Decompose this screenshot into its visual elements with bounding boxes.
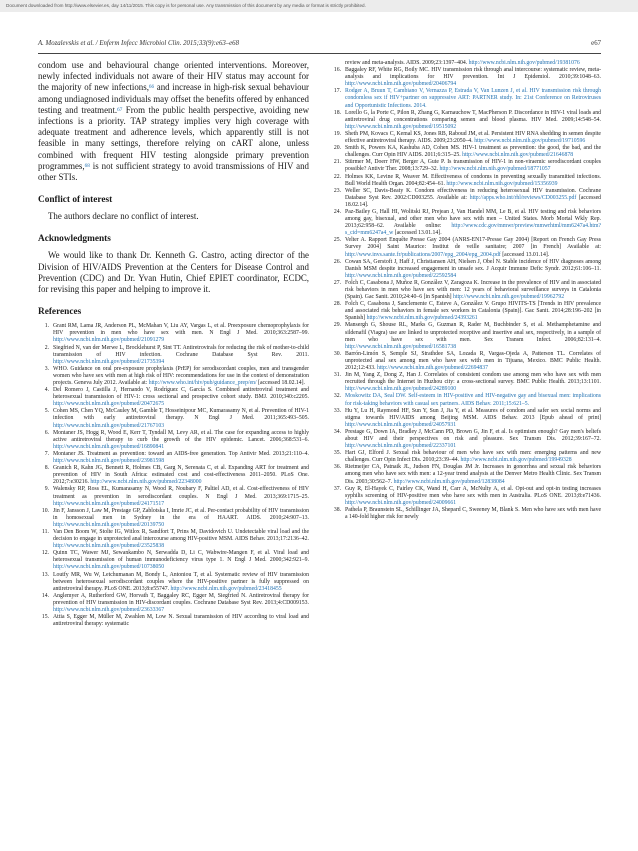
reference-tail: [accessed 18.02.14]. (256, 380, 305, 386)
reference-link[interactable]: http://www.ncbi.nlm.nih.gov/pubmed/24393261 (366, 315, 478, 322)
reference-link[interactable]: http://www.ncbi.nlm.nih.gov/pubmed/20472675 (53, 401, 165, 408)
reference-item (330, 393, 601, 407)
conflict-text: The authors declare no conflict of interest. (48, 211, 199, 222)
reference-number: 24. (333, 208, 341, 215)
running-head (38, 40, 601, 52)
reference-number: 14. (41, 592, 49, 599)
intro-text-2: and increase in high-risk sexual behaviour among undiagnosed individuals may offset the benefits offered by enhanced testing and treatment. (38, 82, 310, 115)
reference-number: 31. (333, 372, 341, 379)
reference-number: 25. (333, 237, 341, 244)
reference-link[interactable]: Moskowitz DA, Seal DW. Self-esteem in HIV-positive and HIV-negative gay and bisexual men: implications for risk-taking behaviors with casual sex partners. AIDS Behav. 2011;15:621–5. (345, 393, 601, 407)
download-notice-bar (0, 0, 638, 12)
reference-link[interactable]: http://www.ncbi.nlm.nih.gov/pubmed/24009661 (345, 499, 457, 506)
reference-text: Montaner JS, Hogg R, Wood E, Kerr T, Tyndall M, Levy AR, et al. The case for expanding access to highly active antiretroviral therapy to curb the growth of the HIV epidemic. Lancet. 2006;368:531–6. (53, 429, 309, 443)
reference-number: 11. (42, 528, 49, 535)
reference-item (330, 429, 601, 450)
reference-item (330, 60, 601, 67)
reference-link[interactable]: http://www.ncbi.nlm.nih.gov/pubmed/22348000 (90, 479, 202, 486)
reference-link[interactable]: http://www.ncbi.nlm.nih.gov/pubmed/19710596 (474, 138, 586, 145)
reference-text: Grant RM, Lama JR, Anderson PL, McMahan V, Liu AY, Vargas L, et al. Preexposure chemoprophylaxis for HIV prevention in men who have sex with men. N Engl J Med. 2010;363:2587–99. (53, 323, 309, 337)
reference-number: 37. (333, 485, 341, 492)
reference-link[interactable]: http://www.ncbi.nlm.nih.gov/pubmed/23525838 (53, 543, 165, 550)
reference-link[interactable]: Rodger A, Bruun T, Cambiano V, Vernazza P, Estrada V, Van Lunzen J, et al. HIV transmission risk through condomless sex if HIV+partner on suppressive ART: PARTNER study. In: 21st Conference on Retroviruses and Opportunistic Infections. 2014. (345, 88, 601, 109)
reference-list-right (330, 60, 601, 521)
reference-text: Baggaley RF, White RG, Boily MC. HIV transmission risk through anal intercourse: systematic review, meta-analysis and implications for HIV prevention. Int J Epidemiol. 2010;39:1048–63. (345, 67, 601, 81)
reference-item (38, 508, 309, 529)
reference-item (330, 464, 601, 485)
reference-number: 5. (44, 408, 49, 415)
reference-text: Holmes KK, Levine R, Weaver M. Effectiveness of condoms in preventing sexually transmitted infections. Bull World Health Organ. 2004;82:454–61. (345, 173, 601, 187)
reference-number: 20. (333, 145, 341, 152)
reference-number: 27. (333, 279, 341, 286)
reference-number: 38. (333, 506, 341, 513)
reference-number: 18. (333, 109, 341, 116)
reference-item (38, 345, 309, 366)
reference-text: Pathela P, Braunstein SL, Schillinger JA, Shepard C, Sweeney M, Blank S. Men who have sex with men have a 140-fold higher risk for newly (345, 506, 601, 520)
reference-text: Hu Y, Lu H, Raymond HF, Sun Y, Sun J, Jia Y, et al. Measures of condom and safer sex social norms and stigma towards HIV/AIDS among Beijing MSM. AIDS Behav. 2013 [Epub ahead of print] (345, 407, 601, 421)
reference-number: 4. (44, 387, 49, 394)
reference-number: 33. (333, 407, 341, 414)
reference-number: 3. (44, 365, 49, 372)
reference-link[interactable]: http://www.who.int/hiv/pub/guidance_prep/en/ (148, 380, 257, 386)
reference-item (330, 237, 601, 258)
reference-text: Barrón-Limón S, Semple SJ, Strathdee SA, Lozada R, Vargas-Ojeda A, Patterson TL. Correlates of unprotected anal sex among men who have sex with men in Tijuana, Mexico. BMC Public Health. 2012;12:433. (345, 350, 601, 372)
reference-text: Velter A. Rapport Enquête Presse Gay 2004 (ANRS-EN17-Presse Gay 2004) [Report on French Gay Press Survey 2004] Saint Maurice: Institut de veille sanitaire; 2007 [in French] Available at: (345, 237, 601, 251)
conflict-heading: Conflict of interest (38, 195, 113, 206)
reference-item (330, 209, 601, 237)
reference-number: 2. (44, 344, 49, 351)
reference-link[interactable]: http://www.ncbi.nlm.nih.gov/pubmed/16581738 (345, 343, 457, 350)
reference-text: Quinn TC, Wawer MJ, Sewankambo N, Serwadda D, Li C, Wabwire-Mangen F, et al. Viral load and heterosexual transmission of human immunodeficiency virus type 1. N Engl J Med. 2000;342:921–9. (53, 550, 309, 564)
reference-text: Mansergh G, Shouse RL, Marks G, Guzman R, Rader M, Buchbinder S, et al. Methamphetamine and sildenafil (Viagra) use are linked to unprotected receptive and insertive anal sex, respectively, in a sample of men who have sex with men. Sex Transm Infect. 2006;82:131–4. (345, 322, 601, 343)
reference-link[interactable]: http://www.ncbi.nlm.nih.gov/pubmed/24289100 (345, 386, 457, 393)
reference-number: 7. (44, 450, 49, 457)
reference-link[interactable]: http://www.ncbi.nlm.nih.gov/pubmed/22337101 (345, 443, 457, 450)
reference-link[interactable]: http://www.ncbi.nlm.nih.gov/pubmed/19381076 (468, 60, 580, 66)
reference-text: Folch C, Casabona J, Muñoz R, González V, Zaragoza K. Increase in the prevalence of HIV and in associated risk behaviors in men who have sex with men: 12 years of behavioral surveillance surveys in Catalonia (Spain). Gac Sanit. 2010;24:40–6 [in Spanish] (345, 279, 601, 301)
right-column (330, 60, 601, 521)
intro-text-3: From the public health perspective, avoiding new infections is a priority. TAP strategy implies very high coverage with adequate treatment and adherence levels, which apparently still is not feasible in many settings, therefore relying on cART alone, unless combined with frequent HIV testing alongside primary prevention programmes, (38, 104, 309, 171)
reference-item (330, 301, 601, 322)
reference-link[interactable]: http://www.ncbi.nlm.nih.gov/pubmed/20139750 (53, 521, 165, 528)
reference-item (330, 174, 601, 188)
reference-number: 26. (333, 258, 341, 265)
intro-text-4: is not sufficient strategy to avoid transmissions of HIV and other STIs. (38, 160, 309, 183)
reference-link[interactable]: http://www.ncbi.nlm.nih.gov/pubmed/24171517 (53, 500, 165, 507)
reference-list-left (38, 323, 309, 628)
reference-text: Del Romero J, Castilla J, Hernando V, Rodríguez C, García S. Combined antiretroviral treatment and heterosexual transmission of HIV-1: cross sectional and prospective cohort study. BMJ. 2010;340:c2205. (53, 387, 309, 401)
reference-number: 21. (333, 159, 341, 166)
page-number: e67 (591, 40, 601, 47)
reference-number: 22. (333, 173, 341, 180)
running-head-citation: A. Mozalevskis et al. / Enferm Infecc Microbiol Clin. 2015;33(9):e63–e68 (38, 40, 239, 47)
reference-link[interactable]: http://www.ncbi.nlm.nih.gov/pubmed/22694837 (376, 365, 489, 372)
reference-text: Jin M, Yang Z, Dong Z, Han J. Correlates of consistent condom use among men who have sex with men recruited through the Internet in Huzhou city: a cross-sectional survey. BMC Public Health. 2013;13:1101. (345, 372, 601, 386)
reference-item (330, 280, 601, 301)
reference-item (38, 572, 309, 593)
reference-link[interactable]: http://www.ncbi.nlm.nih.gov/pubmed/21091279 (53, 337, 165, 344)
reference-link[interactable]: http://www.invs.sante.fr/publications/2007/epg_2004/epg_2004.pdf (345, 251, 501, 258)
reference-link[interactable]: http://www.ncbi.nlm.nih.gov/pubmed/15356939 (446, 180, 558, 187)
reference-item (330, 351, 601, 372)
reference-text: Siegfried N, van der Merwe L, Brocklehurst P, Sint TT. Antiretrovirals for reducing the risk of mother-to-child transmission of HIV infection. Cochrane Database Syst Rev. 2011. (53, 344, 309, 358)
reference-link[interactable]: http://www.ncbi.nlm.nih.gov/pubmed/19949328 (460, 457, 572, 464)
intro-paragraph (38, 60, 309, 183)
reference-link[interactable]: http://www.ncbi.nlm.nih.gov/pubmed/12838084 (393, 478, 505, 485)
citation-ref-66[interactable]: 66 (148, 84, 155, 91)
reference-item (38, 465, 309, 486)
reference-number: 34. (333, 428, 341, 435)
reference-item (38, 486, 309, 507)
reference-number: 15. (41, 614, 49, 621)
acknowledgments-text: We would like to thank Dr. Kenneth G. Castro, acting director of the Division of HIV/AIDS Prevention at the Centers for Disease Control and Prevention (CDC) and Dr. Yvan Hutin, Chief EPIET coordinator, ECDC, for revising this paper and helping to improve it. (38, 250, 309, 295)
reference-item (330, 159, 601, 173)
reference-text: Lorello G, la Porte C, Pilon R, Zhang G, Karnauchow T, MacPherson P. Discordance in HIV-1 viral loads and antiretroviral drug concentrations comparing semen and blood plasma. HIV Med. 2009;14:548–54. (345, 109, 601, 123)
references-heading: References (38, 307, 82, 318)
citation-ref-67[interactable]: 67 (117, 106, 123, 113)
reference-link[interactable]: http://www.ncbi.nlm.nih.gov/pubmed/21767103 (53, 422, 165, 429)
reference-item (38, 593, 309, 614)
reference-text: Guy R, El-Hayek C, Fairley CK, Wand H, Carr A, McNulty A, et al. Opt-out and opt-in testing increases syphilis screening of HIV-positive men who have sex with men in Australia. PLoS ONE. 2013;8:e71436. (345, 485, 601, 499)
reference-link[interactable]: http://www.cdc.gov/mmwr/preview/mmwrhtml/mm6247a4.htm?s_cid=mm6247a4_w (345, 223, 601, 237)
reference-text: Montaner JS. Treatment as prevention: toward an AIDS-free generation. Top Antivir Med. 2013;21:110–4. (53, 450, 309, 457)
reference-tail: [accessed 13.01.14]. (500, 251, 550, 258)
reference-text: Walensky RP, Ross EL, Kumarasamy N, Wood R, Noubary F, Paltiel AD, et al. Cost-effectiveness of HIV treatment as prevention in serodiscordant couples. N Engl J Med. 2013;369:1715–25. (53, 486, 309, 500)
reference-link[interactable]: http://www.ncbi.nlm.nih.gov/pubmed/24057931 (345, 421, 457, 428)
reference-link[interactable]: http://www.ncbi.nlm.nih.gov/pubmed/21735394 (53, 358, 165, 365)
reference-link[interactable]: http://www.ncbi.nlm.nih.gov/pubmed/23981598 (53, 458, 165, 465)
reference-text: WHO. Guidance on oral pre-exposure prophylaxis (PrEP) for serodiscordant couples, men and transgender women who have sex with men at high risk of HIV: recommendations for use in the context of demonstration projects. Geneva July 2012. Available at: (53, 365, 309, 386)
reference-link[interactable]: http://www.ncbi.nlm.nih.gov/pubmed/20406794 (345, 81, 457, 88)
reference-number: 13. (41, 571, 49, 578)
reference-item (330, 408, 601, 429)
download-notice-text: Document downloaded from http://www.elsevier.es, day 14/11/2015. This copy is for personal use. Any transmission of this document by any media or format is strictly prohibited. (6, 3, 366, 8)
reference-link[interactable]: http://www.ncbi.nlm.nih.gov/pubmed/19962792 (452, 294, 565, 301)
reference-text: Rietmeijer CA, Patnaik JL, Judson FN, Douglas JM Jr. Increases in gonorrhea and sexual risk behaviors among men who have sex with men: a 12-year trend analysis at the Denver Metro Health Clinic. Sex Transm Dis. 2003;30:562–7. (345, 464, 601, 485)
reference-text: Cowan SA, Gerstoft J, Haff J, Christiansen AH, Nielsen J, Obel N. Stable incidence of HIV diagnoses among Danish MSM despite increased engagement in unsafe sex. J Acquir Immune Defic Syndr. 2012;61:106–11. (345, 258, 601, 272)
reference-number: 23. (333, 187, 341, 194)
reference-number: 6. (44, 429, 49, 436)
reference-item (330, 110, 601, 131)
reference-link[interactable]: http://www.ncbi.nlm.nih.gov/pubmed/21646878 (462, 152, 574, 159)
reference-text: Smith K, Powers KA, Kashuba AD, Cohen MS. HIV-1 treatment as prevention: the good, the bad, and the challenges. Curr Opin HIV AIDS. 2011;6:315–25. (345, 145, 601, 159)
reference-text: Cohen MS, Chen YQ, McCauley M, Gamble T, Hosseinipour MC, Kumarasamy N, et al. Prevention of HIV-1 infection with early antiretroviral therapy. N Engl J Med. 2011;365:493–505. (53, 408, 309, 422)
reference-text: Granich R, Kahn JG, Bennett R, Holmes CB, Garg N, Serenata C, et al. Expanding ART for treatment and prevention of HIV in South Africa: estimated cost and cost-effectiveness 2011–2050. PLoS One. 2012;7:e30216. (53, 465, 309, 486)
reference-number: 9. (44, 486, 49, 493)
reference-text: Loutfy MR, Wu W, Letchumanan M, Bondy L, Antoniou T, et al. Systematic review of HIV transmission between heterosexual serodiscordant couples where the HIV-positive partner is fully suppressed on antiretroviral therapy. PLoS ONE. 2013;8:e55747. (53, 571, 309, 592)
left-column (38, 60, 309, 628)
reference-item (330, 486, 601, 507)
reference-item (38, 323, 309, 344)
reference-item (330, 372, 601, 393)
reference-link[interactable]: http://www.ncbi.nlm.nih.gov/pubmed/18771057 (439, 166, 551, 173)
reference-link[interactable]: http://www.ncbi.nlm.nih.gov/pubmed/23418455 (170, 585, 282, 592)
reference-number: 1. (44, 323, 49, 330)
reference-number: 19. (333, 130, 341, 137)
citation-ref-68[interactable]: 68 (84, 162, 90, 169)
reference-item (330, 322, 601, 350)
reference-link[interactable]: http://www.ncbi.nlm.nih.gov/pubmed/23633367 (53, 607, 165, 613)
reference-item (330, 450, 601, 464)
reference-item (330, 131, 601, 145)
reference-number: 10. (41, 507, 49, 514)
reference-number: 29. (333, 322, 341, 329)
reference-link[interactable]: http://www.ncbi.nlm.nih.gov/pubmed/10738050 (53, 564, 165, 571)
reference-text: Anglemyer A, Rutherford GW, Horvath T, Baggaley RC, Egger M, Siegfried N. Antiretroviral therapy for prevention of HIV transmission in HIV-discordant couples. Cochrane Database Syst Rev. 2013;4:CD009153. (53, 592, 309, 606)
reference-item (330, 507, 601, 521)
reference-number: 32. (333, 393, 341, 400)
reference-link[interactable]: http://apps.who.int/rhl/reviews/CD003255.pdf (469, 194, 577, 201)
intro-text-1: condom use and behavioural change oriented interventions. Moreover, newly infected individuals not aware of their HIV status may account for the majority of new infections, (38, 60, 309, 93)
reference-number: 35. (333, 450, 341, 457)
reference-number: 12. (41, 550, 49, 557)
reference-link[interactable]: http://www.ncbi.nlm.nih.gov/pubmed/16890841 (53, 443, 165, 450)
acknowledgments-heading: Acknowledgments (38, 234, 111, 245)
reference-item (330, 259, 601, 280)
reference-item (38, 430, 309, 451)
reference-item (38, 550, 309, 571)
reference-item (330, 67, 601, 88)
reference-item (330, 145, 601, 159)
reference-number: 16. (333, 67, 341, 74)
reference-number: 36. (333, 464, 341, 471)
reference-number: 30. (333, 350, 341, 357)
reference-text: Van Den Boom W, Stolte IG, Witlox R, Sandfort T, Prins M, Davidovich U. Undetectable viral load and the decision to engage in unprotected anal intercourse among HIV-positive MSM. AIDS Behav. 2013;17:2136–42. (53, 528, 309, 543)
reference-tail: [accessed 18.02.14]. (345, 194, 601, 208)
reference-number: 8. (44, 465, 49, 472)
reference-text: Sheth PM, Kovacs C, Kemal KS, Jones RB, Raboud JM, et al. Persistent HIV RNA shedding in semen despite effective antiretroviral therapy. AIDS. 2009;23:2050–4. (345, 130, 601, 145)
reference-item (38, 451, 309, 465)
reference-text: Jin F, Jansson J, Law M, Prestage GP, Zablotska I, Imrie JC, et al. Per-contact probability of HIV transmission in homosexual men in Sydney in the era of HAART. AIDS. 2010;24:907–13. (53, 507, 309, 521)
reference-item (38, 366, 309, 387)
reference-text: Prestage G, Down IA, Bradley J, McCann PD, Brown G, Jin F, et al. Is optimism enough? Gay men's beliefs about HIV and their perspectives on risk and pleasure. Sex Transm Dis. 2012;39:167–72. (345, 428, 601, 442)
reference-item (38, 529, 309, 550)
reference-item (38, 408, 309, 429)
reference-text: review and meta-analysis. AIDS. 2009;23:1397–404. (345, 60, 469, 66)
reference-text: Paz-Bailey G, Hall HI, Wolitski RJ, Prejean J, Van Handel MM, Le B, et al. HIV testing and risk behaviors among gay, bisexual, and other men who have sex with men – United States. Morb Mortal Wkly Rep. 2013;62:958–62. Available online: (345, 208, 601, 230)
reference-text: Hart GJ, Elford J. Sexual risk behaviour of men who have sex with men: emerging patterns and new challenges. Curr Opin Infect Dis. 2010;23:39–44. (345, 450, 601, 464)
reference-tail: [accessed 13.01.14]. (393, 230, 442, 237)
reference-text: Weller SC, Davis-Beaty K. Condom effectiveness in reducing heterosexual HIV transmission. Cochrane Database Syst Rev. 2002:CD003255. Available at: (345, 187, 601, 201)
reference-number: 28. (333, 301, 341, 308)
header-rule (38, 53, 601, 54)
reference-item (330, 88, 601, 109)
reference-text: Stürmer M, Doerr HW, Berger A, Gute P. Is transmission of HIV-1 in non-viraemic serodiscordant couples possible? Antivir Ther. 2008;13:729–32. (345, 159, 601, 173)
reference-link[interactable]: http://www.ncbi.nlm.nih.gov/pubmed/22592584 (345, 272, 457, 279)
reference-item (38, 614, 309, 628)
reference-item (330, 188, 601, 209)
reference-number: 17. (333, 88, 341, 95)
reference-text: Attia S, Egger M, Müller M, Zwahlen M, Low N. Sexual transmission of HIV according to viral load and antiretroviral therapy: systematic (53, 614, 309, 628)
reference-text: Folch C, Casabona J, Sanclemente C, Esteve A, González V. Grupo HIVITS-TS [Trends in HIV prevalence and associated risk behaviors in female sex workers in Catalonia (Spain)]. Gac Sanit. 2014;28:196–202 [in Spanish] (345, 301, 601, 322)
reference-link[interactable]: http://www.ncbi.nlm.nih.gov/pubmed/19515092 (345, 123, 457, 130)
reference-item (38, 387, 309, 408)
